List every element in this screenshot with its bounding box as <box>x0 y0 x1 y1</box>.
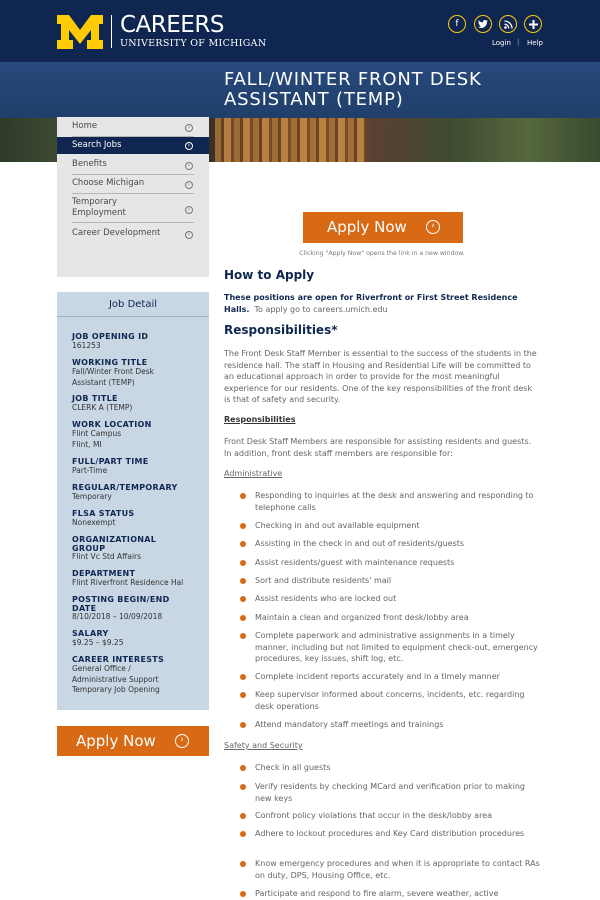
career-interests-value: General Office / Administrative Support Temporary Job Opening <box>72 664 160 694</box>
chevron-right-icon: › <box>185 124 193 132</box>
how-to-apply-text <box>224 292 540 315</box>
bullet-icon <box>240 813 246 819</box>
list-item: Complete paperwork and administrative assignments in a timely manner, including but not limited to equipment check-out, emergency procedures, key issues, shift log, etc. <box>255 631 538 663</box>
posting-date-label: POSTING BEGIN/END DATE <box>72 595 170 613</box>
list-item: Verify residents by checking MCard and verification prior to making new keys <box>255 782 525 803</box>
bullet-icon <box>240 578 246 584</box>
list-item: Responding to inquiries at the desk and answering and responding to telephone calls <box>255 491 534 512</box>
working-title-label: WORKING TITLE <box>72 358 148 367</box>
facebook-icon[interactable]: f <box>448 15 466 33</box>
left-navigation <box>57 117 209 277</box>
nav-divider <box>72 174 194 175</box>
chevron-right-icon: › <box>185 162 193 170</box>
job-title-value: CLERK A (TEMP) <box>72 403 133 412</box>
nav-item-benefits[interactable] <box>57 159 209 173</box>
apply-note: Clicking "Apply Now" opens the link in a new window. <box>299 250 465 257</box>
bullet-icon <box>240 784 246 790</box>
list-item: Checking in and out available equipment <box>255 521 420 530</box>
bullet-icon <box>240 560 246 566</box>
organizational-group-label: ORGANIZATIONAL GROUP <box>72 535 157 553</box>
nav-item-temporary-employment[interactable] <box>57 197 209 221</box>
work-location-label: WORK LOCATION <box>72 420 152 429</box>
chevron-right-icon: › <box>175 734 189 748</box>
job-detail-title: Job Detail <box>57 292 209 317</box>
department-label: DEPARTMENT <box>72 569 136 578</box>
site-header <box>0 0 600 62</box>
list-item: Know emergency procedures and when it is appropriate to contact RAs on duty, DPS, Housing Office, etc. <box>255 859 540 880</box>
bullet-icon <box>240 493 246 499</box>
twitter-icon[interactable] <box>474 15 492 33</box>
responsibilities-subheading: Responsibilities <box>224 415 296 424</box>
nav-item-label: Home <box>72 121 98 131</box>
responsibilities-heading: Responsibilities* <box>224 323 338 337</box>
how-to-apply-heading: How to Apply <box>224 268 315 282</box>
bullet-icon <box>240 891 246 897</box>
list-item: Keep supervisor informed about concerns, incidents, etc. regarding desk operations <box>255 690 525 711</box>
bullet-icon <box>240 674 246 680</box>
block-m-logo[interactable] <box>57 15 103 49</box>
department-value: Flint Riverfront Residence Hal <box>72 578 184 587</box>
list-item: Assist residents/guest with maintenance requests <box>255 558 455 567</box>
apply-now-button-sidebar[interactable] <box>57 726 209 756</box>
posting-date-value: 8/10/2018 – 10/09/2018 <box>72 612 163 621</box>
header-link-separator: | <box>517 38 520 46</box>
bullet-icon <box>240 765 246 771</box>
nav-item-label: Search Jobs <box>72 140 122 150</box>
list-item: Assist residents who are locked out <box>255 594 397 603</box>
bullet-icon <box>240 633 246 639</box>
list-item: Sort and distribute residents' mail <box>255 576 392 585</box>
apply-now-button[interactable] <box>303 212 463 243</box>
bullet-icon <box>240 692 246 698</box>
bullet-icon <box>240 596 246 602</box>
plus-icon[interactable] <box>524 15 542 33</box>
full-part-time-value: Part-Time <box>72 466 108 475</box>
organizational-group-value: Flint Vc Std Affairs <box>72 552 142 561</box>
bullet-icon <box>240 831 246 837</box>
list-item: Assisting in the check in and out of residents/guests <box>255 539 465 548</box>
nav-divider <box>72 193 194 194</box>
nav-item-label: Temporary Employment <box>72 197 126 218</box>
logo-divider <box>111 15 112 48</box>
list-item: Adhere to lockout procedures and Key Card distribution procedures <box>255 829 525 838</box>
job-opening-id-label: JOB OPENING ID <box>72 332 149 341</box>
nav-item-label: Benefits <box>72 159 107 169</box>
career-interests-label: CAREER INTERESTS <box>72 655 165 664</box>
safety-security-heading: Safety and Security <box>224 741 303 750</box>
job-detail-panel <box>57 292 209 710</box>
flsa-status-value: Nonexempt <box>72 518 116 527</box>
chevron-right-icon: › <box>185 231 193 239</box>
nav-divider <box>72 222 194 223</box>
logo-careers-text[interactable]: CAREERS <box>120 12 224 38</box>
regular-temporary-label: REGULAR/TEMPORARY <box>72 483 178 492</box>
flsa-status-label: FLSA STATUS <box>72 509 135 518</box>
nav-item-label: Career Development <box>72 228 161 238</box>
list-item: Check in all guests <box>255 763 331 772</box>
apply-now-label: Apply Now <box>327 218 407 236</box>
login-link[interactable]: Login <box>492 39 511 47</box>
nav-item-label: Choose Michigan <box>72 178 145 188</box>
responsibilities-text: Front Desk Staff Members are responsible for assisting residents and guests. In addition, front desk staff members are responsible for: <box>224 437 532 458</box>
nav-item-home[interactable] <box>57 121 209 135</box>
banner-building <box>215 118 365 162</box>
chevron-right-icon: › <box>185 142 193 150</box>
list-item: Attend mandatory staff meetings and trainings <box>255 720 444 729</box>
job-title-label: JOB TITLE <box>72 394 118 403</box>
chevron-right-icon: › <box>185 206 193 214</box>
bullet-icon <box>240 541 246 547</box>
regular-temporary-value: Temporary <box>72 492 112 501</box>
job-opening-id-value: 161253 <box>72 341 101 350</box>
list-item: Complete incident reports accurately and in a timely manner <box>255 672 500 681</box>
nav-item-career-development[interactable] <box>57 228 209 242</box>
how-to-apply-bold: These positions are open for Riverfront or First Street Residence Halls. <box>224 293 518 314</box>
bullet-icon <box>240 861 246 867</box>
list-item: Confront policy violations that occur in the desk/lobby area <box>255 811 493 820</box>
help-link[interactable]: Help <box>527 39 543 47</box>
bullet-icon <box>240 722 246 728</box>
responsibilities-intro: The Front Desk Staff Member is essential to the success of the students in the residence hall. The staff in Housing and Residential Life will be committed to an educational approach in order to provide for the most meaningful experience for our residents. One of the key responsibilities of the front desk is that of safety and security. <box>224 349 537 404</box>
apply-now-label: Apply Now <box>76 732 156 750</box>
chevron-right-icon: › <box>185 181 193 189</box>
salary-value: $9.25 – $9.25 <box>72 638 124 647</box>
bullet-icon <box>240 615 246 621</box>
full-part-time-label: FULL/PART TIME <box>72 457 149 466</box>
nav-item-search-jobs[interactable] <box>57 137 209 154</box>
salary-label: SALARY <box>72 629 109 638</box>
list-item: Maintain a clean and organized front desk/lobby area <box>255 613 469 622</box>
chevron-right-icon: › <box>426 220 440 234</box>
nav-item-choose-michigan[interactable] <box>57 178 209 192</box>
rss-icon[interactable] <box>499 15 517 33</box>
how-to-apply-instructions: To apply go to careers.umich.edu <box>254 304 388 314</box>
administrative-heading: Administrative <box>224 469 283 478</box>
logo-university-text[interactable]: UNIVERSITY OF MICHIGAN <box>120 38 267 49</box>
working-title-value: Fall/Winter Front Desk Assistant (TEMP) <box>72 367 155 387</box>
work-location-value: Flint Campus Flint, MI <box>72 429 122 449</box>
page-title: FALL/WINTER FRONT DESK ASSISTANT (TEMP) <box>224 69 482 110</box>
list-item: Participate and respond to fire alarm, severe weather, active <box>255 889 499 898</box>
bullet-icon <box>240 523 246 529</box>
